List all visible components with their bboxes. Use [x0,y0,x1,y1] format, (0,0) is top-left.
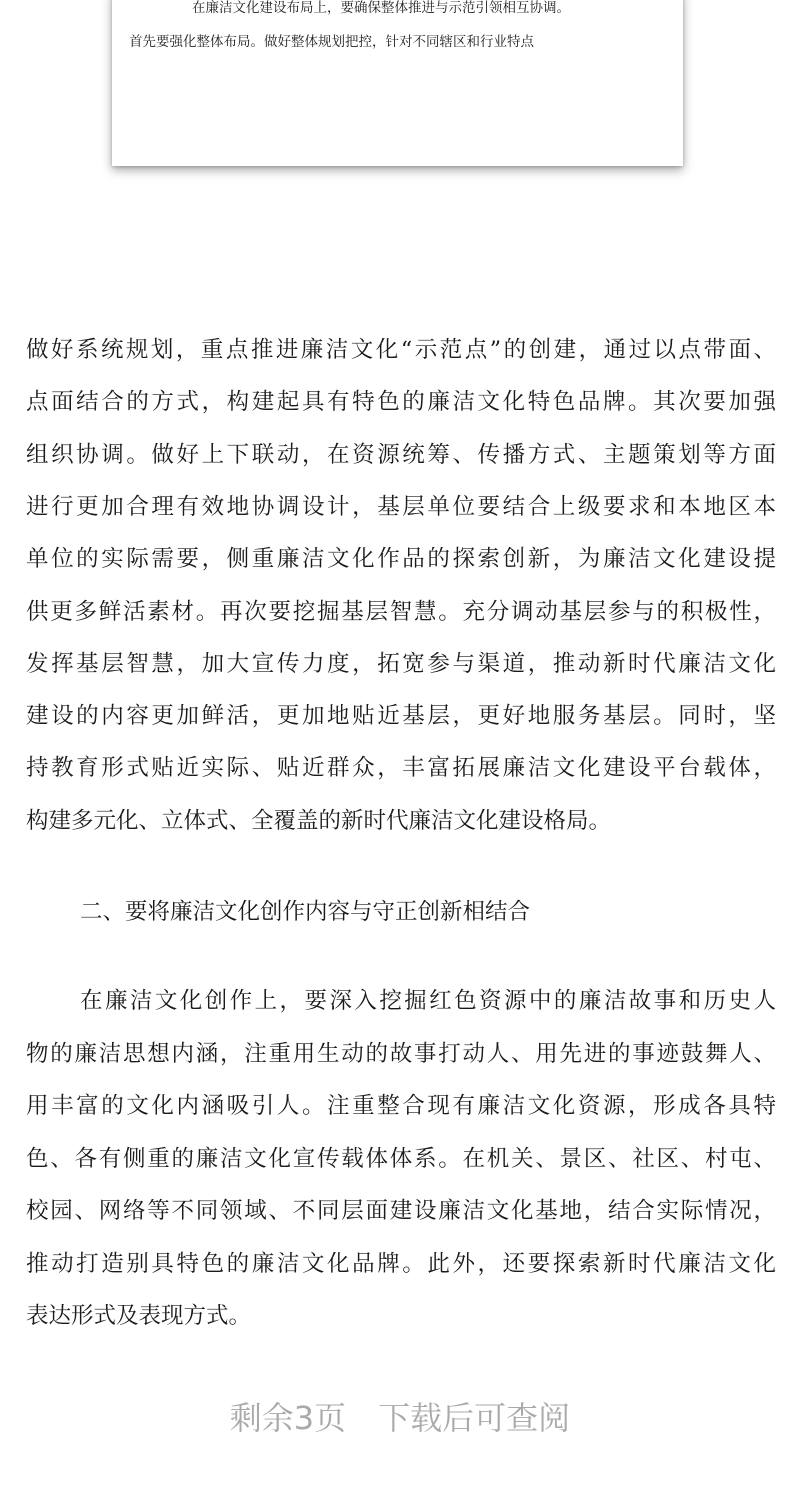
section-heading: 二、要将廉洁文化创作内容与守正创新相结合 [80,899,531,925]
text-line: 表达形式及表现方式。 [26,1303,252,1329]
text-line: 用丰富的文化内涵吸引人。注重整合现有廉洁文化资源，形成各具特 [26,1093,776,1119]
text-line: 持教育形式贴近实际、贴近群众，丰富拓展廉洁文化建设平台载体， [26,755,776,782]
text-line: 进行更加合理有效地协调设计，基层单位要结合上级要求和本地区本 [26,493,776,520]
text-line: 发挥基层智慧，加大宣传力度，拓宽参与渠道，推动新时代廉洁文化 [26,650,776,677]
text-line: 组织协调。做好上下联动，在资源统筹、传播方式、主题策划等方面 [26,441,776,468]
remaining-pages-text: 剩余3页 [229,1399,347,1437]
download-to-view-text[interactable]: 下载后可查阅 [378,1399,571,1437]
card-line: 首先要强化整体布局。做好整体规划把控，针对不同辖区和行业特点 [129,34,534,50]
text-line: 做好系统规划，重点推进廉洁文化“示范点”的创建，通过以点带面、 [26,337,776,363]
text-line: 供更多鲜活素材。再次要挖掘基层智慧。充分调动基层参与的积极性， [26,598,776,625]
text-line: 推动打造别具特色的廉洁文化品牌。此外，还要探索新时代廉洁文化 [26,1250,776,1277]
text-line: 建设的内容更加鲜活，更加地贴近基层，更好地服务基层。同时，坚 [26,703,776,730]
text-line: 点面结合的方式，构建起具有特色的廉洁文化特色品牌。其次要加强 [26,389,776,416]
download-prompt[interactable] [0,1396,800,1440]
text-line: 构建多元化、立体式、全覆盖的新时代廉洁文化建设格局。 [26,807,612,834]
text-line: 单位的实际需要，侧重廉洁文化作品的探索创新，为廉洁文化建设提 [26,546,776,573]
text-line: 在廉洁文化创作上，要深入挖掘红色资源中的廉洁故事和历史人 [80,988,776,1014]
page-preview-card [112,0,683,166]
text-line: 校园、网络等不同领域、不同层面建设廉洁文化基地，结合实际情况， [26,1198,776,1224]
text-line: 色、各有侧重的廉洁文化宣传载体体系。在机关、景区、社区、村屯、 [26,1145,776,1172]
card-line: 在廉洁文化建设布局上，要确保整体推进与示范引领相互协调。 [192,0,570,16]
text-line: 物的廉洁思想内涵，注重用生动的故事打动人、用先进的事迹鼓舞人、 [26,1040,776,1067]
